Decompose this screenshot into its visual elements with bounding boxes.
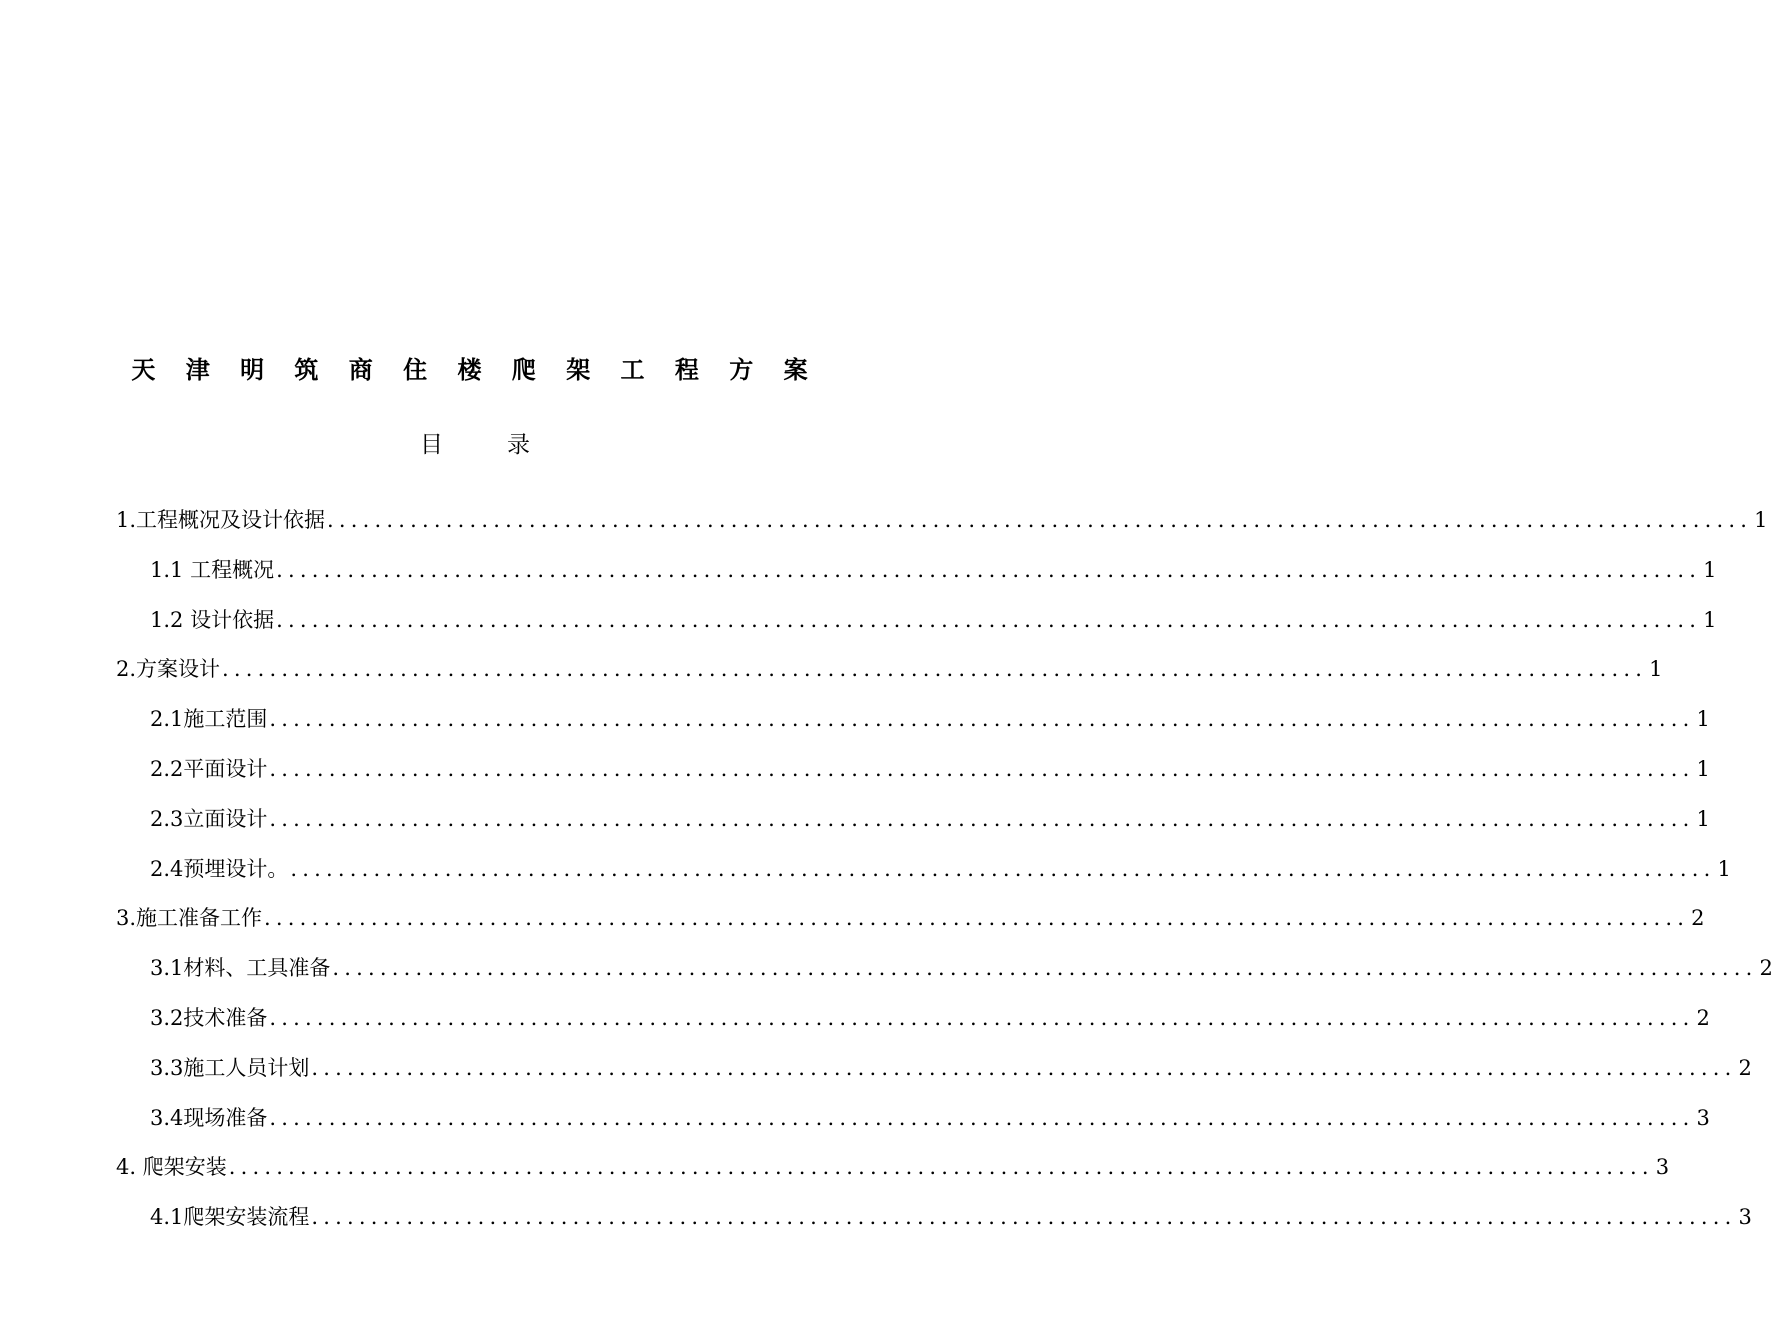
toc-leader-dots: ........................................................................................................................	[269, 1105, 1695, 1130]
toc-entry[interactable]	[116, 950, 1773, 1000]
toc-leader-dots: ........................................................................................................................	[311, 1055, 1737, 1080]
toc-entry-page: 3	[1738, 1205, 1752, 1230]
toc-entry-page: 1	[1696, 806, 1710, 831]
toc-entry-label: 2.1施工范围	[150, 707, 268, 732]
toc-entry-label: 3.1材料、工具准备	[150, 956, 331, 981]
toc-leader-dots: ........................................................................................................................	[311, 1205, 1737, 1230]
toc-leader-dots: ........................................................................................................................	[264, 906, 1690, 931]
toc-entry-label: 3.3施工人员计划	[150, 1055, 310, 1080]
toc-entry[interactable]	[116, 801, 1710, 851]
toc-entry[interactable]	[116, 1149, 1670, 1199]
toc-entry-label: 3.2技术准备	[150, 1005, 268, 1030]
toc-entry-label: 3.4现场准备	[150, 1105, 268, 1130]
toc-leader-dots: ........................................................................................................................	[332, 956, 1758, 981]
toc-leader-dots: ........................................................................................................................	[269, 806, 1695, 831]
toc-entry[interactable]	[116, 900, 1705, 950]
toc-heading	[0, 428, 950, 462]
toc-entry-page: 1	[1754, 508, 1768, 532]
toc-entry-label: 2.2平面设计	[150, 756, 268, 781]
toc-entry[interactable]	[116, 602, 1717, 652]
toc-leader-dots: ........................................................................................................................	[269, 1005, 1695, 1030]
toc-entry-page: 2	[1696, 1005, 1710, 1030]
toc-entry-page: 1	[1696, 707, 1710, 732]
toc-entry[interactable]	[116, 851, 1731, 901]
toc-entry-page: 3	[1655, 1155, 1670, 1180]
toc-leader-dots: ........................................................................................................................	[276, 607, 1702, 632]
document-title: 天 津 明 筑 商 住 楼 爬 架 工 程 方 案	[131, 356, 819, 384]
toc-entry[interactable]	[116, 1199, 1752, 1249]
toc-entry[interactable]	[116, 552, 1717, 602]
toc-entry-page: 2	[1691, 906, 1705, 931]
toc-entry[interactable]	[116, 1000, 1710, 1050]
toc-heading-left: 目	[420, 432, 443, 458]
toc-entry-label: 1.2 设计依据	[150, 607, 275, 632]
toc-entry-label: 2.方案设计	[116, 657, 221, 682]
toc-leader-dots: ........................................................................................................................	[290, 856, 1716, 881]
table-of-contents	[116, 502, 1773, 1249]
toc-entry-label: 2.3立面设计	[150, 806, 268, 831]
toc-entry[interactable]	[116, 651, 1663, 701]
toc-entry-page: 1	[1717, 856, 1731, 881]
toc-entry-page: 1	[1696, 756, 1710, 781]
toc-entry-label: 2.4预埋设计。	[150, 856, 289, 881]
toc-entry-page: 2	[1738, 1055, 1752, 1080]
toc-entry[interactable]	[116, 502, 1768, 552]
toc-entry[interactable]	[116, 751, 1710, 801]
toc-entry-label: 1.1 工程概况	[150, 557, 275, 582]
toc-entry-page: 1	[1703, 557, 1717, 582]
toc-entry-label: 4.1爬架安装流程	[150, 1205, 310, 1230]
toc-leader-dots: ........................................................................................................................	[269, 707, 1695, 732]
toc-entry-page: 2	[1759, 956, 1773, 981]
toc-leader-dots: ........................................................................................................................	[327, 508, 1753, 532]
toc-leader-dots: ........................................................................................................................	[228, 1155, 1654, 1180]
toc-leader-dots: ........................................................................................................................	[276, 557, 1702, 582]
toc-entry[interactable]	[116, 1100, 1710, 1150]
toc-entry-page: 1	[1703, 607, 1717, 632]
toc-entry-label: 4. 爬架安装	[116, 1155, 227, 1180]
toc-entry-label: 1.工程概况及设计依据	[116, 508, 326, 532]
toc-heading-right: 录	[507, 432, 530, 458]
toc-leader-dots: ........................................................................................................................	[269, 756, 1695, 781]
toc-entry[interactable]	[116, 1050, 1752, 1100]
toc-entry[interactable]	[116, 701, 1710, 751]
toc-entry-page: 3	[1696, 1105, 1710, 1130]
toc-leader-dots: ........................................................................................................................	[222, 657, 1648, 682]
toc-entry-page: 1	[1649, 657, 1663, 682]
toc-entry-label: 3.施工准备工作	[116, 906, 263, 931]
